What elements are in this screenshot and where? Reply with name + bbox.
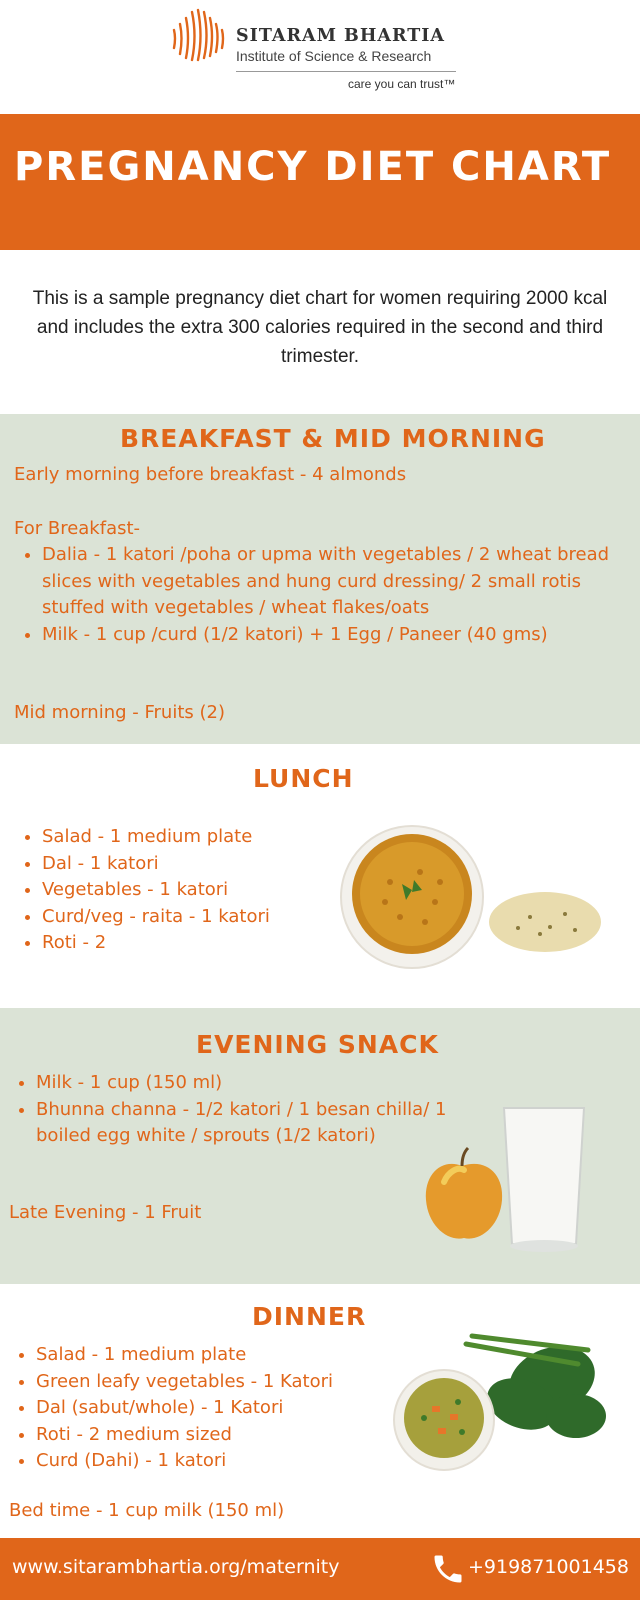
list-item: • Dal - 1 katori xyxy=(42,851,362,878)
evening-snack-section xyxy=(0,1008,640,1284)
phone-number[interactable]: +919871001458 xyxy=(468,1556,629,1578)
lunch-title: LUNCH xyxy=(253,764,354,793)
logo-divider xyxy=(236,71,456,72)
list-item: • Dal (sabut/whole) - 1 Katori xyxy=(36,1395,416,1422)
list-item: • Vegetables - 1 katori xyxy=(42,877,362,904)
list-item: • Roti - 2 medium sized xyxy=(36,1422,416,1449)
dinner-section xyxy=(0,1284,640,1538)
title-banner xyxy=(0,114,640,250)
list-item: • Salad - 1 medium plate xyxy=(42,824,362,851)
dal-roti-image xyxy=(340,822,602,972)
list-item: • Bhunna channa - 1/2 katori / 1 besan chilla/ 1 boiled egg white / sprouts (1/2 katori) xyxy=(36,1097,456,1150)
evening-snack-title: EVENING SNACK xyxy=(196,1030,439,1059)
footer-bar xyxy=(0,1538,640,1600)
breakfast-section xyxy=(0,414,640,744)
list-item: • Milk - 1 cup /curd (1/2 katori) + 1 Egg / Paneer (40 gms) xyxy=(42,622,640,649)
list-item: • Curd/veg - raita - 1 katori xyxy=(42,904,362,931)
late-evening-text: Late Evening - 1 Fruit xyxy=(9,1202,202,1223)
brand-logo xyxy=(170,6,470,96)
breakfast-title: BREAKFAST & MID MORNING xyxy=(120,424,546,453)
list-item: • Salad - 1 medium plate xyxy=(36,1342,416,1369)
list-item: • Milk - 1 cup (150 ml) xyxy=(36,1070,456,1097)
soup-greens-image xyxy=(392,1308,614,1478)
snack-list xyxy=(10,1070,456,1150)
dinner-list xyxy=(10,1342,416,1475)
list-item: • Roti - 2 xyxy=(42,930,362,957)
brand-subtitle: Institute of Science & Research xyxy=(236,48,432,64)
bed-time-text: Bed time - 1 cup milk (150 ml) xyxy=(9,1500,285,1521)
dinner-title: DINNER xyxy=(252,1302,367,1331)
website-link[interactable]: www.sitarambhartia.org/maternity xyxy=(12,1556,340,1578)
early-morning-text: Early morning before breakfast - 4 almonds xyxy=(14,464,407,485)
list-item: • Curd (Dahi) - 1 katori xyxy=(36,1448,416,1475)
brand-name: SITARAM BHARTIA xyxy=(236,26,445,46)
breakfast-list xyxy=(16,542,640,648)
lunch-section xyxy=(0,744,640,1008)
lunch-list xyxy=(16,824,362,957)
page-title: PREGNANCY DIET CHART xyxy=(14,144,612,190)
phone-icon xyxy=(430,1550,466,1588)
mid-morning-text: Mid morning - Fruits (2) xyxy=(14,702,225,723)
for-breakfast-label: For Breakfast- xyxy=(14,518,141,539)
list-item: • Dalia - 1 katori /poha or upma with vegetables / 2 wheat bread slices with vegetables and hung curd dressing/ 2 small rotis stuffed with vegetables / wheat flakes/oats xyxy=(42,542,640,622)
milk-apple-image xyxy=(424,1098,590,1258)
intro-text: This is a sample pregnancy diet chart for women requiring 2000 kcal and includes the extra 300 calories required in the second and third trimester. xyxy=(32,288,608,367)
logo-mark-icon xyxy=(170,8,232,62)
list-item: • Green leafy vegetables - 1 Katori xyxy=(36,1369,416,1396)
brand-tagline: care you can trust™ xyxy=(348,77,456,91)
